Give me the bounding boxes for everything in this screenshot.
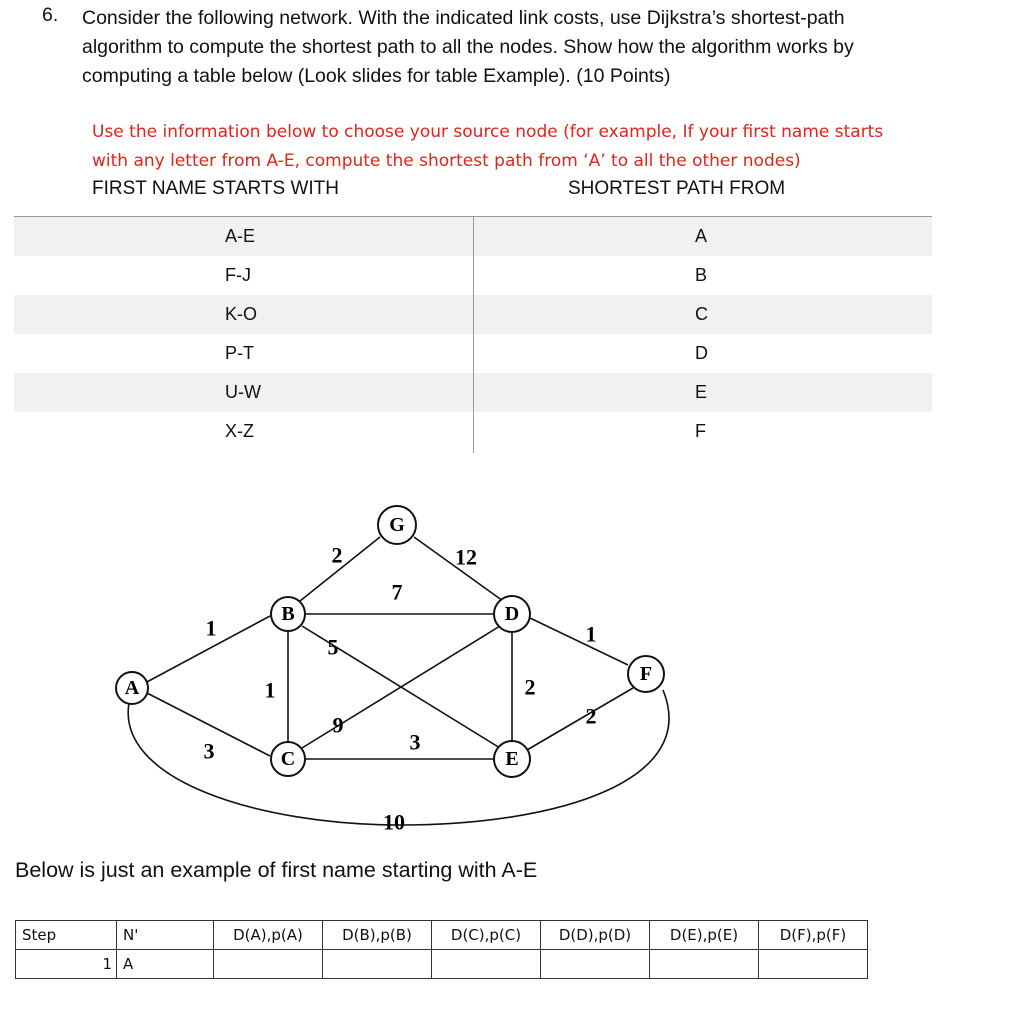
- node-c-label: C: [280, 748, 296, 770]
- instruction-line: Use the information below to choose your source node (for example, If your first name starts: [92, 122, 884, 142]
- d-b-cell: [323, 950, 432, 979]
- cost-e-f: 2: [585, 703, 597, 729]
- table-row: [16, 950, 868, 979]
- header-d-c: D(C),p(C): [432, 921, 541, 950]
- node-a-label: A: [124, 677, 140, 699]
- mapping-range: X-Z: [225, 421, 254, 441]
- mapping-header-left: FIRST NAME STARTS WITH: [92, 178, 340, 199]
- node-b-label: B: [281, 603, 295, 625]
- mapping-divider: [473, 216, 474, 453]
- mapping-source: F: [695, 421, 706, 441]
- header-n-prime: N': [117, 921, 214, 950]
- question-text: [82, 4, 1007, 91]
- mapping-source: D: [695, 343, 708, 363]
- mapping-range: F-J: [225, 265, 251, 285]
- node-a: [116, 672, 148, 704]
- network-graph: [0, 480, 1009, 860]
- d-a-cell: [214, 950, 323, 979]
- cost-b-e: 5: [327, 634, 339, 660]
- instruction-line: with any letter from A-E, compute the shortest path from ‘A’ to all the other nodes): [92, 151, 801, 171]
- node-f-label: F: [639, 663, 653, 685]
- mapping-source: E: [695, 382, 708, 402]
- header-d-d: D(D),p(D): [541, 921, 650, 950]
- step-number: 1: [16, 950, 117, 979]
- mapping-source: A: [695, 226, 708, 246]
- cost-a-b: 1: [205, 615, 217, 641]
- node-d-label: D: [504, 603, 520, 625]
- cost-d-e: 2: [524, 674, 536, 700]
- cost-g-d: 12: [455, 544, 477, 570]
- d-f-cell: [759, 950, 868, 979]
- header-d-e: D(E),p(E): [650, 921, 759, 950]
- n-prime-cell: A: [117, 950, 214, 979]
- header-d-b: D(B),p(B): [323, 921, 432, 950]
- cost-b-c: 1: [264, 677, 276, 703]
- node-e-label: E: [505, 748, 519, 770]
- steps-header-row: [16, 921, 868, 950]
- header-step: Step: [16, 921, 117, 950]
- cost-c-e: 3: [409, 729, 421, 755]
- question-line: Consider the following network. With the indicated link costs, use Dijkstra’s shortest-path: [82, 7, 845, 29]
- mapping-source: B: [695, 265, 708, 285]
- mapping-header-right: SHORTEST PATH FROM: [568, 178, 786, 199]
- question-line: algorithm to compute the shortest path to all the nodes. Show how the algorithm works by: [82, 36, 854, 58]
- cost-c-d: 9: [332, 712, 344, 738]
- cost-b-g: 2: [331, 542, 343, 568]
- node-b: [271, 597, 305, 631]
- mapping-range: A-E: [225, 226, 256, 246]
- question-number: 6.: [42, 4, 59, 26]
- mapping-range: U-W: [225, 382, 261, 402]
- d-e-cell: [650, 950, 759, 979]
- cost-b-d: 7: [391, 579, 403, 605]
- d-c-cell: [432, 950, 541, 979]
- mapping-range: K-O: [225, 304, 258, 324]
- header-d-a: D(A),p(A): [214, 921, 323, 950]
- edge-e-f: [527, 688, 633, 750]
- node-g: [378, 506, 416, 544]
- edge-d-f: [530, 618, 628, 665]
- node-c: [271, 742, 305, 776]
- node-f: [628, 656, 664, 692]
- dijkstra-steps-table: [15, 920, 868, 979]
- node-e: [494, 741, 530, 777]
- cost-d-f: 1: [585, 621, 597, 647]
- node-d: [494, 596, 530, 632]
- mapping-range: P-T: [225, 343, 254, 363]
- mapping-source: C: [695, 304, 708, 324]
- node-g-label: G: [389, 514, 405, 536]
- header-d-f: D(F),p(F): [759, 921, 868, 950]
- example-caption: Below is just an example of first name starting with A-E: [15, 858, 538, 882]
- source-instructions: [92, 118, 992, 176]
- d-d-cell: [541, 950, 650, 979]
- question-line: computing a table below (Look slides for table Example). (10 Points): [82, 65, 671, 87]
- cost-a-f: 10: [383, 809, 405, 835]
- cost-a-c: 3: [203, 738, 215, 764]
